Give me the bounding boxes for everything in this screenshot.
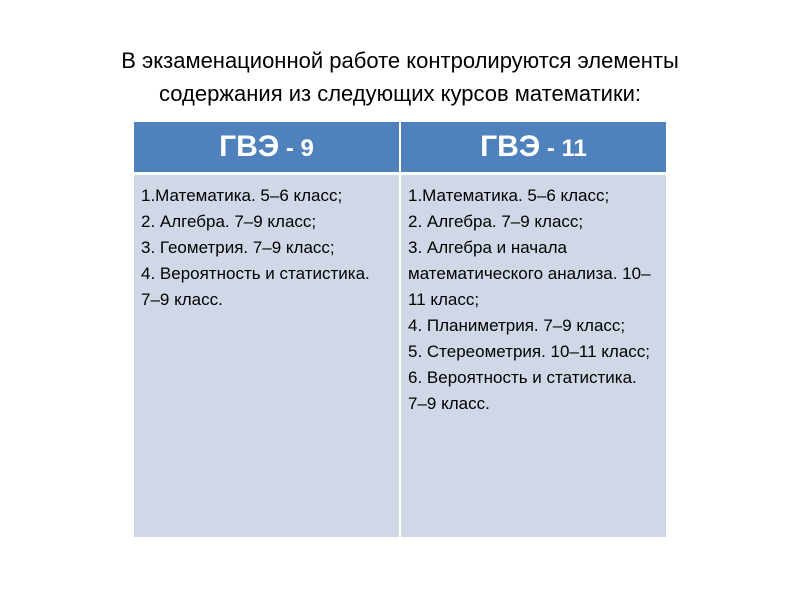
gve-11-course-list	[408, 183, 660, 417]
courses-table	[134, 122, 666, 537]
list-item: 2. Алгебра. 7–9 класс;	[141, 212, 317, 231]
list-item: 4. Планиметрия. 7–9 класс;	[408, 316, 626, 335]
list-item: 2. Алгебра. 7–9 класс;	[408, 212, 584, 231]
list-item: 5. Стереометрия. 10–11 класс;	[408, 342, 651, 361]
gve-11-courses-cell	[400, 174, 666, 538]
list-item: 3. Алгебра и начала математического анализа. 10–11 класс;	[408, 238, 651, 309]
slide-title	[40, 44, 760, 110]
column-header-gve-11-main: ГВЭ	[480, 130, 541, 163]
column-header-gve-9-suffix: - 9	[279, 135, 314, 162]
list-item: 1.Математика. 5–6 класс;	[408, 186, 610, 205]
column-header-gve-9	[134, 122, 400, 174]
gve-9-course-list	[141, 183, 393, 313]
slide-title-line-1: В экзаменационной работе контролируются элементы	[121, 48, 679, 73]
table-header-row	[134, 122, 666, 174]
list-item: 6. Вероятность и статистика. 7–9 класс.	[408, 368, 637, 413]
list-item: 4. Вероятность и статистика. 7–9 класс.	[141, 264, 370, 309]
column-header-gve-11	[400, 122, 666, 174]
list-item: 3. Геометрия. 7–9 класс;	[141, 238, 335, 257]
slide-title-line-2: содержания из следующих курсов математики:	[159, 81, 641, 106]
table-row	[134, 174, 666, 538]
list-item: 1.Математика. 5–6 класс;	[141, 186, 343, 205]
column-header-gve-9-main: ГВЭ	[219, 130, 280, 163]
gve-9-courses-cell	[134, 174, 400, 538]
column-header-gve-11-suffix: - 11	[540, 135, 587, 162]
